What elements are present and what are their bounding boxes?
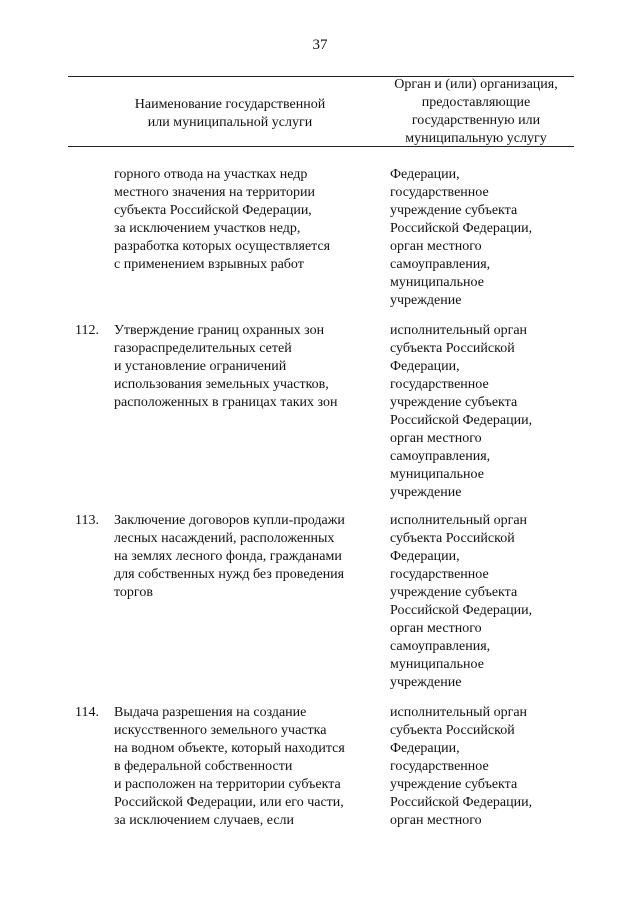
column-header-organization-line: муниципальную услугу xyxy=(405,131,547,146)
service-line: искусственного земельного участка xyxy=(114,723,327,738)
organization-line: Федерации, xyxy=(390,549,460,564)
column-header-organization-line: государственную или xyxy=(411,113,541,128)
organization-line: самоуправления, xyxy=(390,257,491,272)
organization-line: муниципальное xyxy=(390,275,484,290)
organization-line: государственное xyxy=(390,759,489,774)
service-line: в федеральной собственности xyxy=(114,759,293,774)
column-header-organization-line: предоставляющие xyxy=(421,95,531,110)
service-line: с применением взрывных работ xyxy=(114,257,304,272)
service-line: расположенных в границах таких зон xyxy=(114,395,338,410)
service-line: газораспределительных сетей xyxy=(114,341,292,356)
organization-line: исполнительный орган xyxy=(390,513,528,528)
service-cell xyxy=(114,704,374,830)
organization-line: учреждение xyxy=(390,485,462,500)
service-line: для собственных нужд без проведения xyxy=(114,567,345,582)
organization-line: орган местного xyxy=(390,431,482,446)
row-number: 112. xyxy=(75,323,99,338)
service-line: Выдача разрешения на создание xyxy=(114,705,307,720)
organization-cell xyxy=(390,704,580,830)
organization-line: самоуправления, xyxy=(390,449,491,464)
organization-line: учреждение субъекта xyxy=(390,585,518,600)
organization-line: орган местного xyxy=(390,621,482,636)
service-line: горного отвода на участках недр xyxy=(114,167,308,182)
organization-line: учреждение субъекта xyxy=(390,203,518,218)
row-number: 114. xyxy=(75,705,99,720)
service-line: и установление ограничений xyxy=(114,359,287,374)
service-line: разработка которых осуществляется xyxy=(114,239,331,254)
organization-line: учреждение субъекта xyxy=(390,777,518,792)
service-line: Утверждение границ охранных зон xyxy=(114,323,325,338)
service-cell xyxy=(114,322,374,412)
organization-cell xyxy=(390,166,580,310)
service-line: субъекта Российской Федерации, xyxy=(114,203,312,218)
service-line: на землях лесного фонда, гражданами xyxy=(114,549,342,564)
page-number: 37 xyxy=(312,37,328,53)
organization-line: Федерации, xyxy=(390,167,460,182)
organization-line: государственное xyxy=(390,185,489,200)
service-line: местного значения на территории xyxy=(114,185,315,200)
organization-line: субъекта Российской xyxy=(390,341,515,356)
service-line: на водном объекте, который находится xyxy=(114,741,345,756)
column-header-service xyxy=(100,96,360,132)
service-cell xyxy=(114,166,374,274)
service-cell xyxy=(114,512,374,602)
organization-line: государственное xyxy=(390,567,489,582)
organization-line: субъекта Российской xyxy=(390,531,515,546)
organization-line: учреждение xyxy=(390,293,462,308)
organization-line: Российской Федерации, xyxy=(390,603,533,618)
service-line: торгов xyxy=(114,585,153,600)
organization-line: муниципальное xyxy=(390,467,484,482)
service-line: и расположен на территории субъекта xyxy=(114,777,341,792)
organization-line: Российской Федерации, xyxy=(390,795,533,810)
organization-line: государственное xyxy=(390,377,489,392)
organization-cell xyxy=(390,512,580,692)
service-line: использования земельных участков, xyxy=(114,377,329,392)
organization-line: муниципальное xyxy=(390,657,484,672)
service-line: Российской Федерации, или его части, xyxy=(114,795,344,810)
organization-line: Российской Федерации, xyxy=(390,413,533,428)
organization-line: Федерации, xyxy=(390,741,460,756)
organization-line: орган местного xyxy=(390,813,482,828)
service-line: за исключением случаев, если xyxy=(114,813,295,828)
organization-line: Российской Федерации, xyxy=(390,221,533,236)
service-line: за исключением участков недр, xyxy=(114,221,301,236)
column-header-service-line: или муниципальной услуги xyxy=(147,115,313,130)
organization-line: самоуправления, xyxy=(390,639,491,654)
organization-cell xyxy=(390,322,580,502)
service-line: лесных насаждений, расположенных xyxy=(114,531,335,546)
organization-line: учреждение субъекта xyxy=(390,395,518,410)
organization-line: орган местного xyxy=(390,239,482,254)
service-line: Заключение договоров купли-продажи xyxy=(114,513,345,528)
organization-line: исполнительный орган xyxy=(390,705,528,720)
organization-line: Федерации, xyxy=(390,359,460,374)
organization-line: учреждение xyxy=(390,675,462,690)
column-header-organization xyxy=(378,76,574,148)
column-header-organization-line: Орган и (или) организация, xyxy=(394,77,558,92)
column-header-service-line: Наименование государственной xyxy=(134,97,326,112)
organization-line: исполнительный орган xyxy=(390,323,528,338)
row-number: 113. xyxy=(75,513,99,528)
organization-line: субъекта Российской xyxy=(390,723,515,738)
